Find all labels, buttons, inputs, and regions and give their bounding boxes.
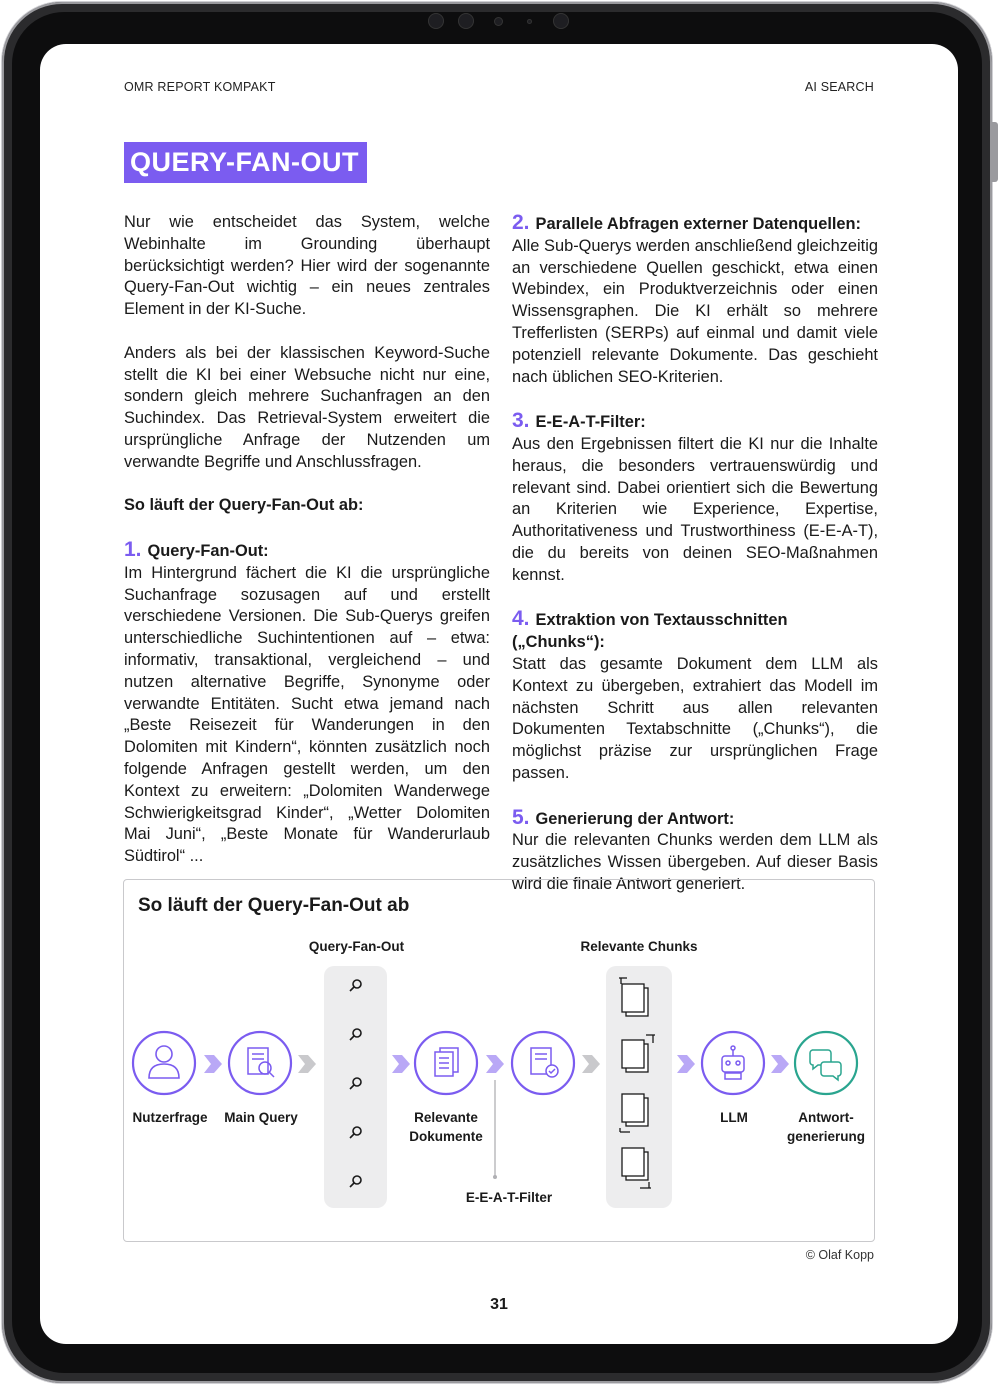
step-number: 3. bbox=[512, 409, 530, 433]
arrow-icon bbox=[677, 1055, 695, 1073]
header-right: AI SEARCH bbox=[804, 80, 874, 94]
side-button bbox=[992, 122, 998, 182]
step-3 bbox=[512, 410, 878, 586]
step-body: Aus den Ergebnissen filtert die KI nur die Inhalte heraus, die besonders vertrauenswürdig und relevant sind. Dabei orientiert sich die Bewertung an Kriterien wie Experience, Expertise, Authoritativeness und Trustworthiness (E-E-A-T), die du bereits von deinen SEO-Maßnahmen kennst. bbox=[512, 434, 878, 584]
camera-icon bbox=[553, 13, 569, 29]
label-relevante-chunks: Relevante Chunks bbox=[580, 939, 698, 954]
page-title: QUERY-FAN-OUT bbox=[124, 142, 367, 183]
camera-icon bbox=[458, 13, 474, 29]
arrow-icon bbox=[771, 1055, 789, 1073]
camera-icon bbox=[428, 13, 444, 29]
arrow-icon bbox=[298, 1055, 316, 1073]
step-heading: Query-Fan-Out: bbox=[147, 541, 269, 560]
document-chunk-icon bbox=[619, 978, 648, 1016]
filter-circle bbox=[512, 1032, 574, 1094]
step-heading: Extraktion von Textausschnitten („Chunks“): bbox=[512, 611, 788, 652]
intro-paragraph: Nur wie entscheidet das System, welche Webinhalte im Grounding überhaupt berücksichtigt werden? Hier wird der sogenannte Query-Fan-Out wichtig – ein neues zentrales Element in der KI-Suche. bbox=[124, 213, 490, 319]
label-relevante-dokumente bbox=[396, 1108, 496, 1146]
label-query-fan-out: Query-Fan-Out bbox=[308, 939, 405, 954]
label-line: Dokumente bbox=[409, 1129, 483, 1144]
label-eeat-filter: E-E-A-T-Filter bbox=[465, 1190, 553, 1205]
arrow-icon bbox=[486, 1055, 504, 1073]
label-nutzerfrage: Nutzerfrage bbox=[132, 1110, 208, 1125]
step-4 bbox=[512, 608, 878, 784]
step-heading: E-E-A-T-Filter: bbox=[535, 413, 646, 432]
document-chunk-icon bbox=[622, 1035, 655, 1072]
step-body: Nur die relevanten Chunks werden dem LLM als zusätzliches Wissen übergeben. Auf dieser Basis wird die finale Antwort generiert. bbox=[512, 831, 878, 893]
label-line: generierung bbox=[786, 1129, 865, 1144]
arrow-icon bbox=[204, 1055, 222, 1073]
search-icon bbox=[350, 1078, 361, 1089]
right-column bbox=[512, 212, 878, 918]
header-left: OMR REPORT KOMPAKT bbox=[124, 80, 276, 94]
paragraph: Anders als bei der klassischen Keyword-Suche stellt die KI bei einer Websuche nicht nur eine, sondern gleich mehrere Suchanfragen an den Suchindex. Das Retrieval-System erweitert die ursprüngliche Anfrage der Nutzenden um verwandte Begriffe und Anschlussfragen. bbox=[124, 343, 490, 471]
step-number: 1. bbox=[124, 537, 142, 561]
step-2 bbox=[512, 212, 878, 388]
left-column bbox=[124, 212, 490, 890]
step-number: 2. bbox=[512, 211, 530, 234]
diagram-graphics bbox=[124, 880, 874, 1241]
llm-circle bbox=[702, 1032, 764, 1094]
step-heading: Generierung der Antwort: bbox=[535, 809, 735, 828]
section-subhead: So läuft der Query-Fan-Out ab: bbox=[124, 496, 364, 515]
main-query-circle bbox=[229, 1032, 291, 1094]
label-line: Relevante bbox=[414, 1110, 478, 1125]
user-circle bbox=[133, 1032, 195, 1094]
image-credit: © Olaf Kopp bbox=[805, 1248, 874, 1262]
step-number: 5. bbox=[512, 805, 530, 829]
search-icon bbox=[350, 1176, 361, 1187]
step-1 bbox=[124, 539, 490, 868]
diagram-title: So läuft der Query-Fan-Out ab bbox=[138, 895, 410, 916]
label-line: Antwort- bbox=[798, 1110, 854, 1125]
page-number: 31 bbox=[490, 1296, 508, 1313]
sensor-icon bbox=[527, 19, 532, 24]
arrow-icon bbox=[582, 1055, 600, 1073]
search-icon bbox=[350, 980, 361, 991]
step-body: Alle Sub-Querys werden anschließend gleichzeitig an verschiedene Quellen geschickt, etwa einen Webindex, ein Produktverzeichnis oder einen Wissensgraphen. Die KI erhält so mehrere Trefferlisten (SERPs) auf einmal und damit viele potenziell relevante Dokumente. Das geschieht nach üblichen SEO-Kriterien. bbox=[512, 236, 878, 386]
flow-diagram bbox=[123, 879, 875, 1242]
document-chunk-icon bbox=[620, 1094, 648, 1132]
search-icon bbox=[350, 1029, 361, 1040]
step-body: Im Hintergrund fächert die KI die ursprüngliche Suchanfrage sozusagen auf und erstellt verschiedene Versionen. Die Sub-Querys greifen unterschiedliche Suchintentionen auf – etwa: informativ, transaktional, vergleichend – und nutzen alternative Begriffe, Synonyme oder verwandte Entitäten. Sucht etwa jemand nach „Beste Reisezeit für Wanderungen in den Dolomiten mit Kindern“, könnten zusätzlich noch folgende Anfragen gestellt werden, um den Kontext zu erweitern: „Dolomiten Wanderwege Schwierigkeitsgrad Kinder“, „Wetter Dolomiten Mai Juni“, „Beste Monate für Wanderurlaub Südtirol“ ... bbox=[124, 563, 490, 866]
label-antwortgenerierung bbox=[774, 1108, 878, 1146]
arrow-icon bbox=[392, 1055, 410, 1073]
document-chunk-icon bbox=[622, 1148, 651, 1188]
label-llm: LLM bbox=[720, 1110, 748, 1125]
filter-connector-dot bbox=[493, 1175, 497, 1179]
sensor-icon bbox=[494, 17, 503, 26]
label-main-query: Main Query bbox=[224, 1110, 298, 1125]
step-body: Statt das gesamte Dokument dem LLM als Kontext zu übergeben, extrahiert das Modell im nächsten Schritt aus allen relevanten Dokumenten Textabschnitte („Chunks“), die möglichst präzise zur ursprünglichen Frage passen. bbox=[512, 654, 878, 782]
search-icon bbox=[350, 1127, 361, 1138]
page bbox=[40, 44, 958, 1344]
step-heading: Parallele Abfragen externer Datenquellen: bbox=[535, 215, 862, 233]
step-number: 4. bbox=[512, 607, 530, 631]
